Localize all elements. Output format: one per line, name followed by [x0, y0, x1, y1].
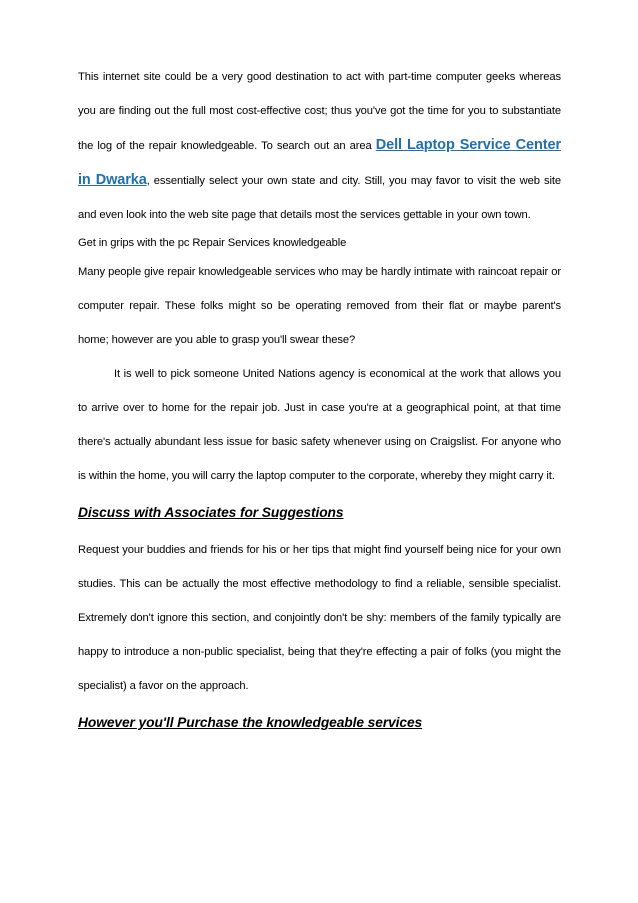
dell-laptop-service-link[interactable]: Dell Laptop Service Center in Dwarka	[78, 137, 561, 188]
paragraph-intro	[78, 60, 561, 232]
paragraph-repair-services: Many people give repair knowledgeable services who may be hardly intimate with raincoat repair or computer repair. These folks might so be operating removed from their flat or maybe parent's home; however are you able to grasp you'll swear these?	[78, 266, 561, 346]
heading-discuss-associates: Discuss with Associates for Suggestions	[78, 505, 344, 520]
document-body	[78, 60, 561, 743]
paragraph-repair-services-start	[78, 255, 561, 357]
intro-line: Get in grips with the pc Repair Services knowledgeable	[78, 237, 347, 249]
paragraph-economical-choice: It is well to pick someone United Nations agency is economical at the work that allows you to arrive over to home for the repair job. Just in case you're at a geographical point, at that time there's actually abundant less issue for basic safety whenever using on Craigslist. For anyone who is within the home, you will carry the laptop computer to the corporate, whereby they might carry it.	[78, 368, 561, 482]
heading-purchase-services: However you'll Purchase the knowledgeable services	[78, 715, 423, 730]
paragraph-suggestions: Request your buddies and friends for his or her tips that might find yourself being nice for your own studies. This can be actually the most effective methodology to find a reliable, sensible specialist. Extremely don't ignore this section, and conjointly don't be shy: members of the family typically are happy to introduce a non-public specialist, being that they're effecting a pair of folks (you might the specialist) a favor on the approach.	[78, 544, 561, 692]
paragraph-intro-text-b: , essentially select your own state and city. Still, you may favor to visit the web site and even look into the web site page that details most the services gettable in your own town.	[78, 175, 561, 221]
paragraph-intro-text-a: This internet site could be a very good destination to act with part-time computer geeks whereas you are finding out the full most cost-effective cost; thus you've got the time for you to substantiate the log of the repair knowledgeable. To search out an area	[78, 71, 561, 152]
